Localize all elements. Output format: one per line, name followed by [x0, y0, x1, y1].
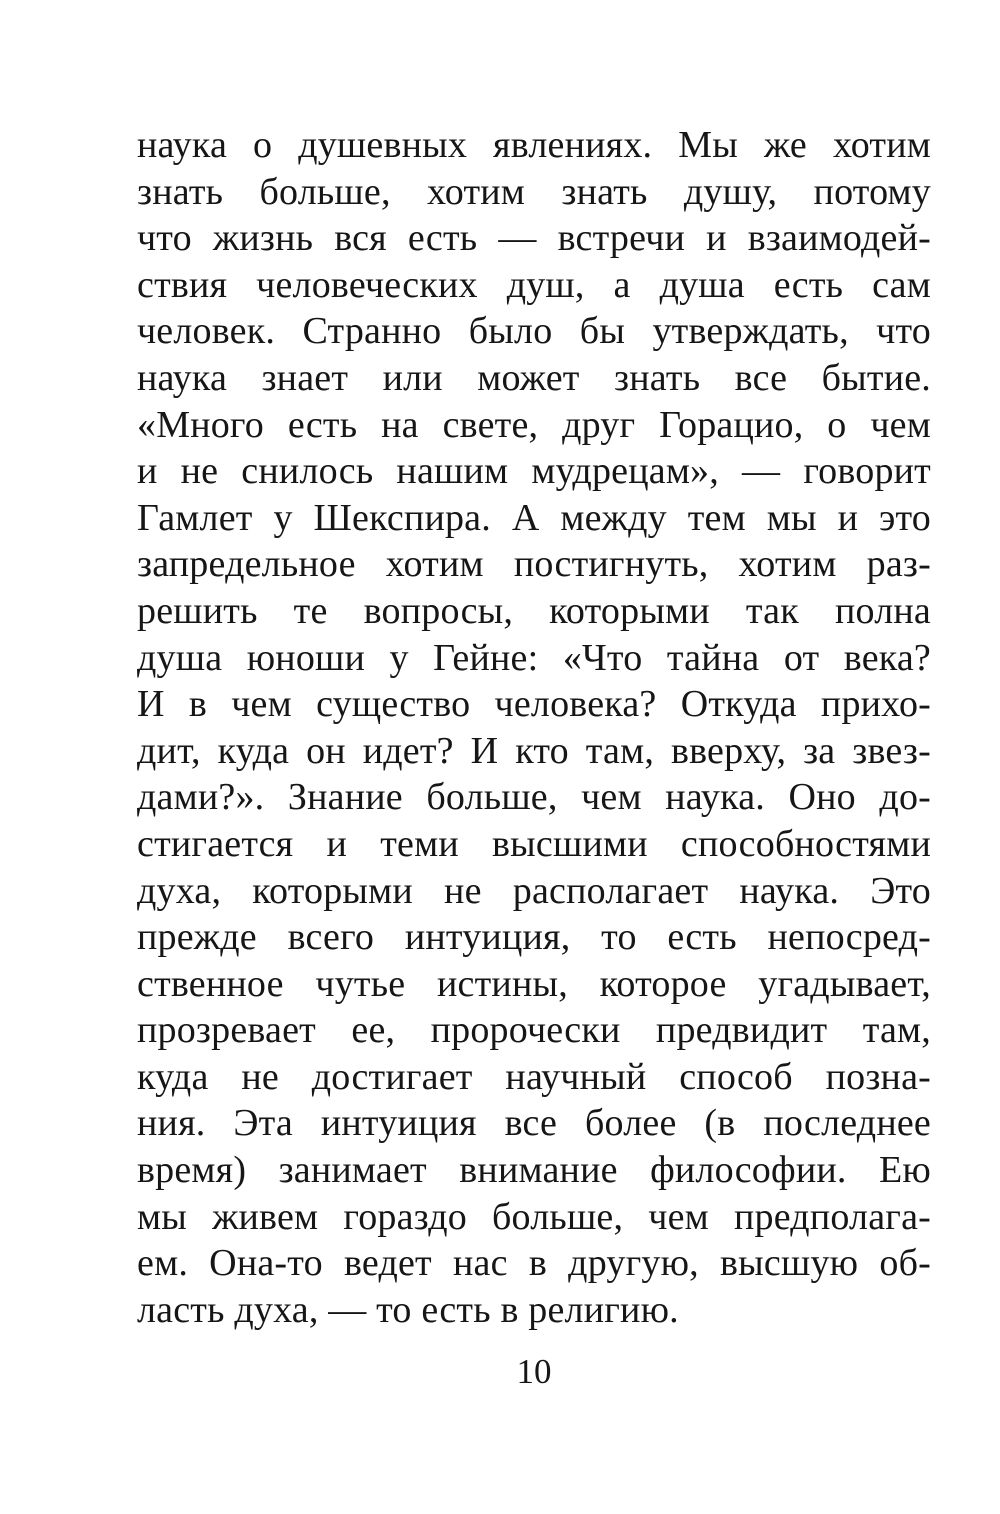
text-line: «Много есть на свете, друг Горацио, о чем [137, 403, 931, 446]
page-number: 10 [516, 1352, 552, 1391]
text-line: душа юноши у Гейне: «Что тайна от века? [137, 636, 931, 679]
text-line: ем. Она-то ведет нас в другую, высшую об- [137, 1242, 931, 1285]
text-line: решить те вопросы, которыми так полна [137, 589, 931, 632]
text-line: знать больше, хотим знать душу, потому [137, 170, 931, 213]
text-line: мы живем гораздо больше, чем предполага- [137, 1195, 931, 1238]
text-line: что жизнь вся есть — встречи и взаимодей- [137, 217, 931, 260]
text-line: наука знает или может знать все бытие. [137, 356, 931, 399]
text-line: дит, куда он идет? И кто там, вверху, за звез- [137, 729, 931, 772]
text-line: и не снилось нашим мудрецам», — говорит [137, 450, 931, 493]
text-line: ния. Эта интуиция все более (в последнее [137, 1102, 931, 1145]
text-line: прозревает ее, пророчески предвидит там, [137, 1009, 931, 1052]
text-line: духа, которыми не располагает наука. Это [137, 869, 931, 912]
text-line: стигается и теми высшими способностями [137, 822, 931, 865]
text-line: ласть духа, — то есть в религию. [137, 1288, 679, 1331]
text-line: куда не достигает научный способ позна- [137, 1055, 931, 1098]
text-line: время) занимает внимание философии. Ею [137, 1149, 931, 1192]
text-line: запредельное хотим постигнуть, хотим раз- [137, 543, 931, 586]
text-line: наука о душевных явлениях. Мы же хотим [137, 124, 931, 166]
text-line: И в чем существо человека? Откуда прихо- [137, 683, 931, 726]
text-line: дами?». Знание больше, чем наука. Оно до- [137, 776, 931, 819]
text-line: Гамлет у Шекспира. А между тем мы и это [137, 496, 931, 539]
body-text [137, 122, 931, 1333]
text-line: прежде всего интуиция, то есть непосред- [137, 916, 931, 959]
text-line: ствия человеческих душ, а душа есть сам [137, 263, 931, 306]
text-line: ственное чутье истины, которое угадывает, [137, 962, 931, 1005]
text-line: человек. Странно было бы утверждать, что [137, 310, 931, 353]
